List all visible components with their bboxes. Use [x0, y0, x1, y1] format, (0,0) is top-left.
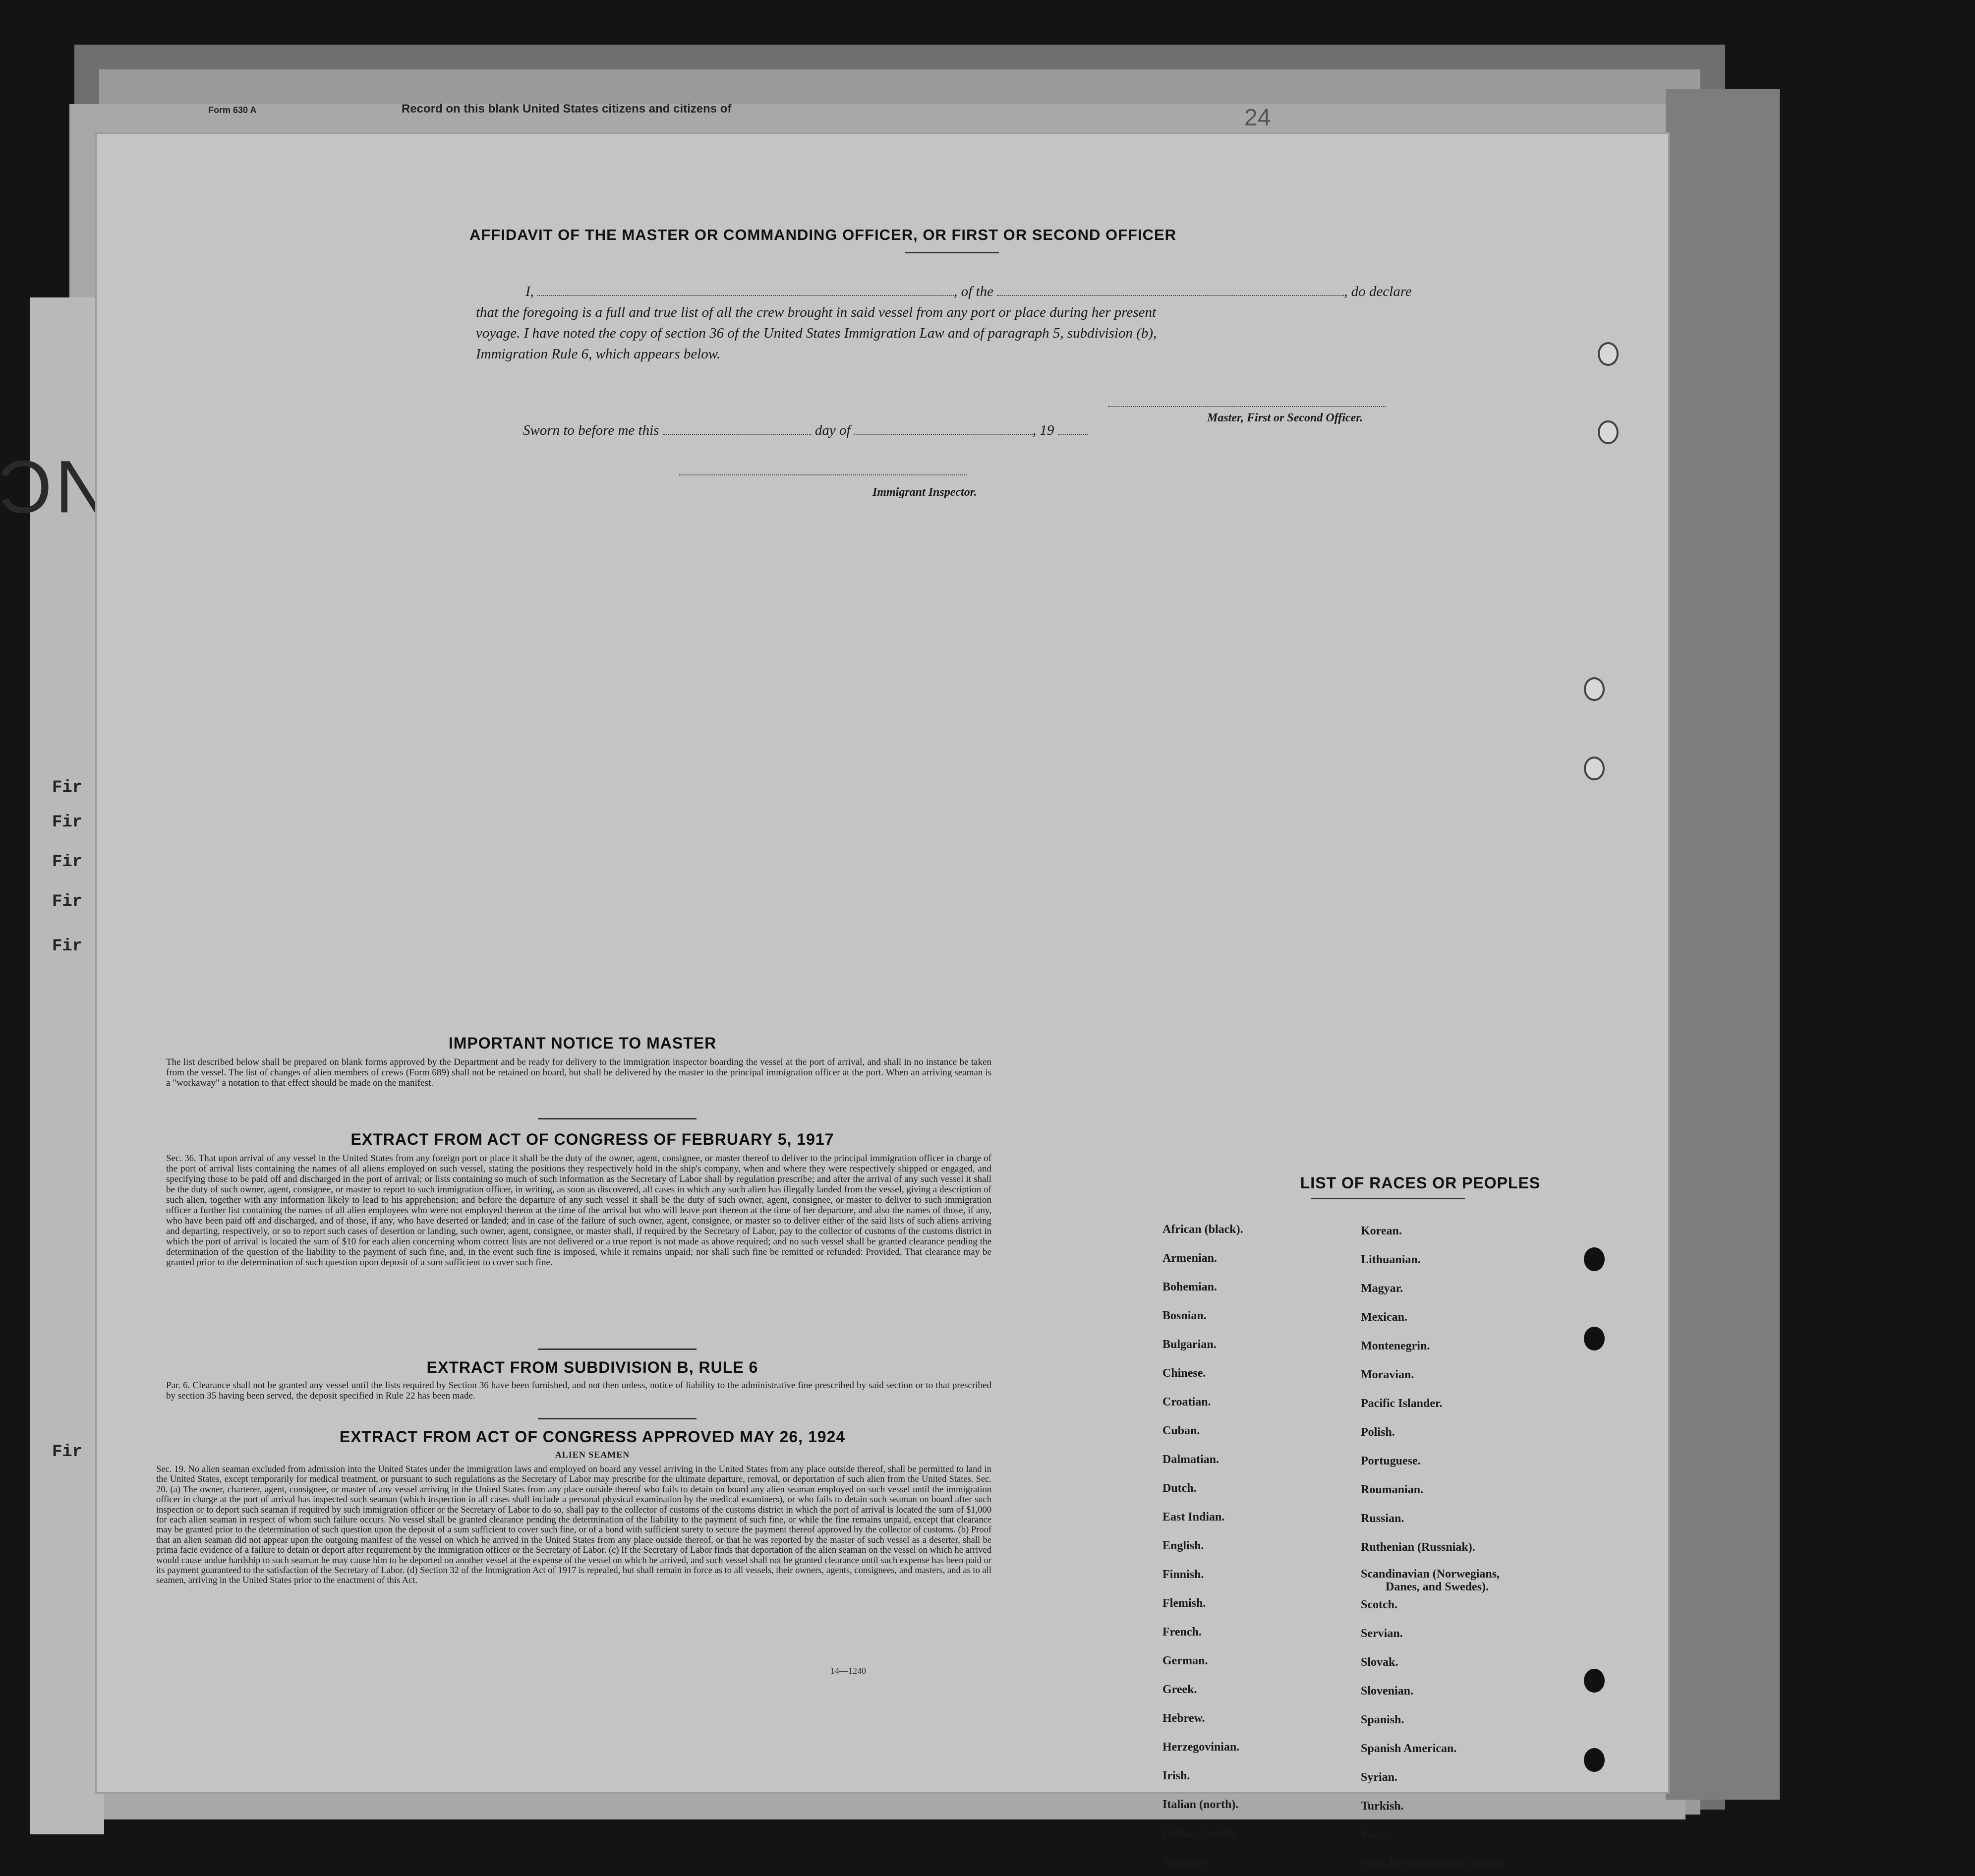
punch-hole: [1584, 1669, 1605, 1693]
race-item: Montenegrin.: [1361, 1340, 1430, 1352]
extract-1917-body: Sec. 36. That upon arrival of any vessel in the United States from any foreign port or place it shall be the duty of the owner, agent, consignee, or master thereof to deliver to the principal immigration officer in charge of the port of arrival lists containing the names of all aliens employed on such vessel, stating the positions they respectively hold in the ship's company, when and where they were respectively shipped or engaged, and specifying those to be paid off and discharged in the port of arrival; or lists containing so much of such information as the Secretary of Labor shall by regulation prescribe; and after the arrival of any such vessel it shall be the duty of such owner, agent, consignee, or master to report to such immigration officer, in writing, as soon as discovered, all cases in which any such alien has illegally landed from the vessel, giving a description of such alien, together with any information likely to lead to his apprehension; and before the departure of any such vessel it shall be the duty of such owner, agent, consignee, or master to deliver to such immigration officer a further list containing the names of all alien employees who were not employed thereon at the time of the arrival but who will leave port thereon at the time of her departure, and also the names of those, if any, who have been paid off and discharged, and of those, if any, who have deserted or landed; and in case of the failure of such owner, agent, consignee, or master so to deliver either of the said lists of such aliens arriving and departing, respectively, or so to report such cases of desertion or landing, such owner, agent, consignee, or master shall, if required by the Secretary of Labor, pay to the collector of customs of the customs district in which the port of arrival is located the sum of $10 for each alien concerning whom correct lists are not delivered or a true report is not made as above required; and no such vessel shall be granted clearance pending the determination of the question of the liability to the payment of such fine, and, in the event such fine is imposed, while it remains unpaid; nor shall such fine be remitted or refunded: Provided, That clearance may be granted prior to the determination of such question upon deposit of a sum sufficient to cover such fine.: [166, 1153, 991, 1268]
race-item: French.: [1162, 1626, 1202, 1639]
race-item-continuation: Danes, and Swedes).: [1386, 1581, 1489, 1593]
section-rule: [538, 1118, 697, 1119]
race-item: German.: [1162, 1654, 1208, 1667]
punch-hole: [1584, 1327, 1605, 1350]
under-form-number: Form 630 A: [208, 105, 257, 115]
sworn-month-field[interactable]: [854, 434, 1033, 435]
race-item: Greek.: [1162, 1683, 1197, 1696]
sworn-year-field[interactable]: [1058, 434, 1088, 435]
punch-hole: [1584, 757, 1605, 780]
race-item: Scandinavian (Norwegians,: [1361, 1568, 1500, 1581]
under-record-text: Record on this blank United States citizens and citizens of: [402, 102, 732, 116]
race-item: Bohemian.: [1162, 1281, 1218, 1293]
section-rule: [538, 1348, 697, 1350]
race-item: Croatian.: [1162, 1396, 1211, 1408]
punch-hole: [1584, 1247, 1605, 1271]
extract-rule6-title: EXTRACT FROM SUBDIVISION B, RULE 6: [426, 1358, 758, 1376]
race-item: Moravian.: [1361, 1368, 1414, 1381]
inspector-signature-line[interactable]: [679, 469, 967, 478]
race-item: Dutch.: [1162, 1482, 1197, 1495]
race-item: Dalmatian.: [1162, 1453, 1219, 1466]
margin-label: Fir: [52, 892, 83, 911]
notice-title: IMPORTANT NOTICE TO MASTER: [448, 1034, 717, 1052]
name-field[interactable]: [537, 295, 954, 296]
margin-label: Fir: [52, 937, 83, 956]
race-item: Herzegovinian.: [1162, 1741, 1240, 1754]
punch-hole: [1584, 1748, 1605, 1772]
race-item: Japanese.: [1162, 1856, 1212, 1869]
race-item: Finnish.: [1162, 1568, 1204, 1581]
race-item: Roumanian.: [1361, 1483, 1424, 1496]
race-item: Ruthenian (Russniak).: [1361, 1541, 1475, 1554]
inspector-caption: Immigrant Inspector.: [872, 486, 977, 499]
notice-body: The list described below shall be prepared on blank forms approved by the Department and be ready for delivery to the immigration inspector boarding the vessel at the port of arrival, and shall in no instance be taken from the vessel. The list of changes of alien members of crews (Form 689) shall not be retained on board, but shall be delivered by the master to the principal immigration officer at the port. When an arriving seaman is a "workaway" a notation to that effect should be made on the manifest.: [166, 1057, 991, 1088]
races-title: LIST OF RACES OR PEOPLES: [1300, 1174, 1541, 1192]
punch-hole: [1598, 342, 1619, 366]
master-signature-line[interactable]: [1108, 401, 1386, 410]
race-item: Magyar.: [1361, 1282, 1403, 1295]
race-item: Russian.: [1361, 1512, 1404, 1525]
race-item: English.: [1162, 1539, 1204, 1552]
affidavit-line2: that the foregoing is a full and true list of all the crew brought in said vessel from any port or place during her present: [476, 304, 1157, 320]
race-item: Lithuanian.: [1361, 1253, 1421, 1266]
affidavit-line1: I, , of the , do declare: [525, 284, 1412, 299]
margin-label: Fir: [52, 813, 83, 832]
race-item: Cuban.: [1162, 1424, 1200, 1437]
race-item: Polish.: [1361, 1426, 1395, 1439]
race-item: Mexican.: [1361, 1311, 1407, 1324]
extract-1924-body: Sec. 19. No alien seaman excluded from admission into the United States under the immigration laws and employed on board any vessel arriving in the United States from any place outside thereof, shall be permitted to land in the United States, except temporarily for medical treatment, or pursuant to such regulations as the Secretary of Labor may prescribe for the ultimate departure, removal, or deportation of such alien from the United States. Sec. 20. (a) The owner, charterer, agent, consignee, or master of any vessel arriving in the United States from any place outside thereof who fails to detain on board any alien seaman employed on such vessel until the immigration officer in charge at the port of arrival has inspected such seaman (which inspection in all cases shall include a personal physical examination by the medical examiners), or who fails to detain such seaman on board after such inspection or to deport such seaman if required by such immigration officer or the Secretary of Labor to do so, shall pay to the collector of customs of the customs district in which the port of arrival is located the sum of $1,000 for each alien seaman in respect of whom such failure occurs. No vessel shall be granted clearance pending the determination of the liability to the payment of such fine, or while the fine remains unpaid, except that clearance may be granted prior to the determination of such question upon the deposit of a sum sufficient to cover such fine, or of a bond with sufficient surety to secure the payment thereof approved by the collector of customs. (b) Proof that an alien seaman did not appear upon the outgoing manifest of the vessel on which he arrived in the United States from any place outside thereof, or that he was reported by the master of such vessel as a deserter, shall be prima facie evidence of a failure to detain or deport after requirement by the immigration officer or the Secretary of Labor. (c) If the Secretary of Labor finds that deportation of the alien seaman on the vessel on which he arrived would cause undue hardship to such seaman he may cause him to be deported on another vessel at the expense of the vessel on which he arrived, and such vessel shall not be granted clearance until such expense has been paid or its payment guaranteed to the satisfaction of the Secretary of Labor. (d) Section 32 of the Immigration Act of 1917 is repealed, but shall remain in force as to all vessels, their owners, agents, consignees, and masters, and as to all seamen, arriving in the United States prior to the enactment of this Act.: [156, 1465, 991, 1586]
extract-1924-title: EXTRACT FROM ACT OF CONGRESS APPROVED MAY 26, 1924: [339, 1428, 846, 1446]
race-item: Servian.: [1361, 1627, 1403, 1640]
signature-caption: Master, First or Second Officer.: [1207, 411, 1363, 424]
race-item: Bosnian.: [1162, 1309, 1207, 1322]
vessel-field[interactable]: [997, 295, 1344, 296]
race-item: Bulgarian.: [1162, 1338, 1217, 1351]
race-item: Turkish.: [1361, 1800, 1404, 1813]
race-item: Armenian.: [1162, 1252, 1217, 1265]
race-item: East Indian.: [1162, 1511, 1225, 1524]
page-number-pencil: 24: [1244, 105, 1271, 131]
race-item: Scotch.: [1361, 1598, 1397, 1611]
race-item: Portuguese.: [1361, 1455, 1421, 1467]
title-rule: [905, 252, 999, 253]
race-item: Irish.: [1162, 1769, 1190, 1782]
sworn-line: Sworn to before me this day of , 19: [523, 422, 1267, 439]
race-item: Syrian.: [1361, 1771, 1398, 1784]
race-item: Chinese.: [1162, 1367, 1206, 1380]
race-item: Spanish American.: [1361, 1742, 1457, 1755]
race-item: Korean.: [1361, 1225, 1402, 1237]
race-item: Spanish.: [1361, 1713, 1404, 1726]
race-item: West Indian (except Cuban).: [1361, 1857, 1507, 1870]
race-item: Slovenian.: [1361, 1685, 1414, 1698]
race-item: Slovak.: [1361, 1656, 1398, 1669]
race-item: Hebrew.: [1162, 1712, 1205, 1725]
race-item: African (black).: [1162, 1223, 1243, 1236]
margin-label: Fir: [52, 778, 83, 797]
margin-label: Fir: [52, 1443, 83, 1462]
race-item: Flemish.: [1162, 1597, 1206, 1610]
extract-rule6-body: Par. 6. Clearance shall not be granted any vessel until the lists required by Section 36 have been furnished, and not then unless, notice of liability to the administrative fine prescribed by said section or to that prescribed by section 35 having been served, the deposit specified in Rule 22 has been made.: [166, 1380, 991, 1401]
margin-label: Fir: [52, 853, 83, 872]
races-rule: [1311, 1198, 1465, 1199]
background-sheet-edge: [1666, 89, 1780, 1800]
race-item: Pacific Islander.: [1361, 1397, 1443, 1410]
affidavit-line4: Immigration Rule 6, which appears below.: [476, 346, 721, 362]
punch-hole: [1598, 420, 1619, 444]
extract-1924-subtitle: ALIEN SEAMEN: [555, 1450, 630, 1460]
race-item: Welsh.: [1361, 1828, 1395, 1841]
affidavit-page: [97, 134, 1668, 1870]
affidavit-line3: voyage. I have noted the copy of section 36 of the United States Immigration Law and of paragraph 5, subdivision (b),: [476, 325, 1157, 341]
form-code: 14—1240: [830, 1666, 866, 1676]
extract-1917-title: EXTRACT FROM ACT OF CONGRESS OF FEBRUARY 5, 1917: [350, 1130, 834, 1148]
affidavit-title: AFFIDAVIT OF THE MASTER OR COMMANDING OFFICER, OR FIRST OR SECOND OFFICER: [469, 226, 1177, 243]
punch-hole: [1584, 677, 1605, 701]
sworn-day-field[interactable]: [663, 434, 812, 435]
race-item: Italian (north).: [1162, 1798, 1239, 1811]
race-item: Italian (south).: [1162, 1827, 1238, 1840]
section-rule: [538, 1418, 697, 1419]
